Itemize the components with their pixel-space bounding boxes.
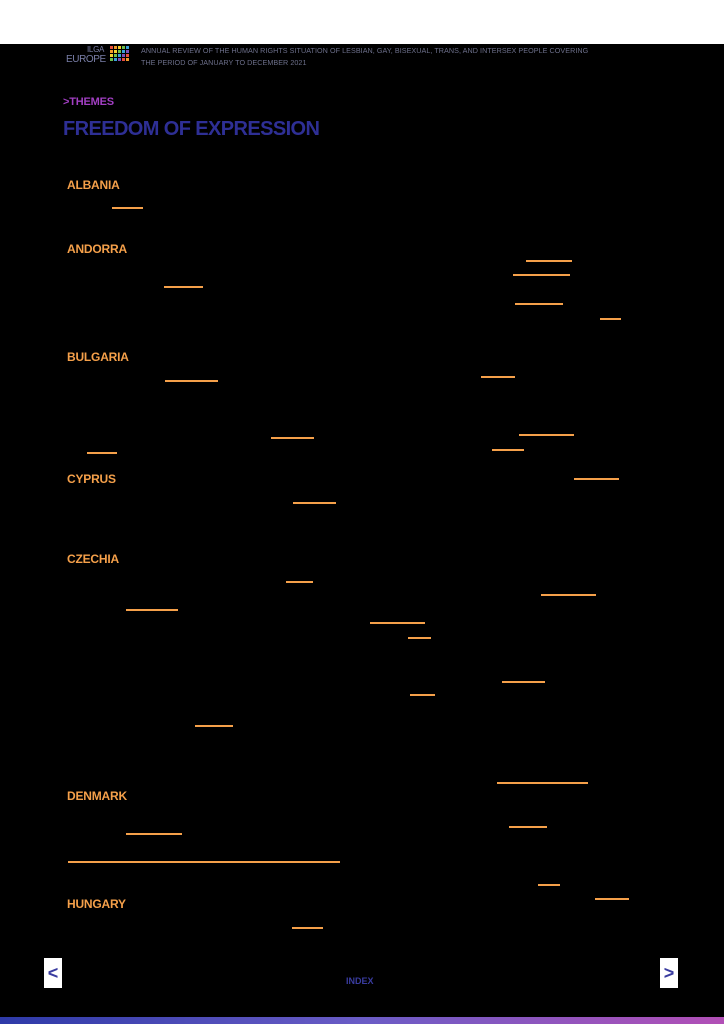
source-link[interactable] xyxy=(595,898,629,900)
source-link[interactable] xyxy=(68,861,340,863)
country-heading-denmark: DENMARK xyxy=(67,789,127,803)
source-link[interactable] xyxy=(408,637,431,639)
source-link[interactable] xyxy=(410,694,435,696)
source-link[interactable] xyxy=(164,286,203,288)
logo-line2: EUROPE xyxy=(66,54,106,65)
country-heading-andorra: ANDORRA xyxy=(67,242,127,256)
source-link[interactable] xyxy=(292,927,323,929)
source-link[interactable] xyxy=(526,260,572,262)
source-link[interactable] xyxy=(492,449,524,451)
source-link[interactable] xyxy=(286,581,313,583)
report-header xyxy=(141,45,701,69)
page-title: FREEDOM OF EXPRESSION xyxy=(63,118,320,140)
source-link[interactable] xyxy=(515,303,563,305)
source-link[interactable] xyxy=(195,725,233,727)
previous-page-button[interactable]: < xyxy=(44,958,62,988)
source-link[interactable] xyxy=(370,622,425,624)
source-link[interactable] xyxy=(481,376,515,378)
source-link[interactable] xyxy=(293,502,336,504)
source-link[interactable] xyxy=(502,681,545,683)
country-heading-czechia: CZECHIA xyxy=(67,552,119,566)
source-link[interactable] xyxy=(600,318,621,320)
source-link[interactable] xyxy=(519,434,574,436)
country-heading-cyprus: CYPRUS xyxy=(67,472,116,486)
country-heading-bulgaria: BULGARIA xyxy=(67,350,129,364)
source-link[interactable] xyxy=(538,884,560,886)
top-white-bar xyxy=(0,0,724,44)
source-link[interactable] xyxy=(271,437,314,439)
next-page-button[interactable]: > xyxy=(660,958,678,988)
source-link[interactable] xyxy=(497,782,588,784)
source-link[interactable] xyxy=(509,826,547,828)
country-heading-hungary: HUNGARY xyxy=(67,897,126,911)
header-line1: ANNUAL REVIEW OF THE HUMAN RIGHTS SITUATION OF LESBIAN, GAY, BISEXUAL, TRANS, AND INTERSEX PEOPLE COVERING xyxy=(141,46,589,55)
header-line2: THE PERIOD OF JANUARY TO DECEMBER 2021 xyxy=(141,58,307,67)
source-link[interactable] xyxy=(112,207,143,209)
source-link[interactable] xyxy=(126,833,182,835)
source-link[interactable] xyxy=(513,274,570,276)
themes-label[interactable]: >THEMES xyxy=(63,96,114,108)
logo-line1: ILGA xyxy=(87,45,105,54)
source-link[interactable] xyxy=(87,452,117,454)
source-link[interactable] xyxy=(165,380,218,382)
footer-gradient-bar xyxy=(0,1017,724,1024)
source-link[interactable] xyxy=(541,594,596,596)
source-link[interactable] xyxy=(126,609,178,611)
ilga-europe-logo xyxy=(66,45,132,67)
logo-dots-icon xyxy=(110,46,130,64)
index-link[interactable]: INDEX xyxy=(346,976,374,986)
source-link[interactable] xyxy=(574,478,619,480)
country-heading-albania: ALBANIA xyxy=(67,178,120,192)
